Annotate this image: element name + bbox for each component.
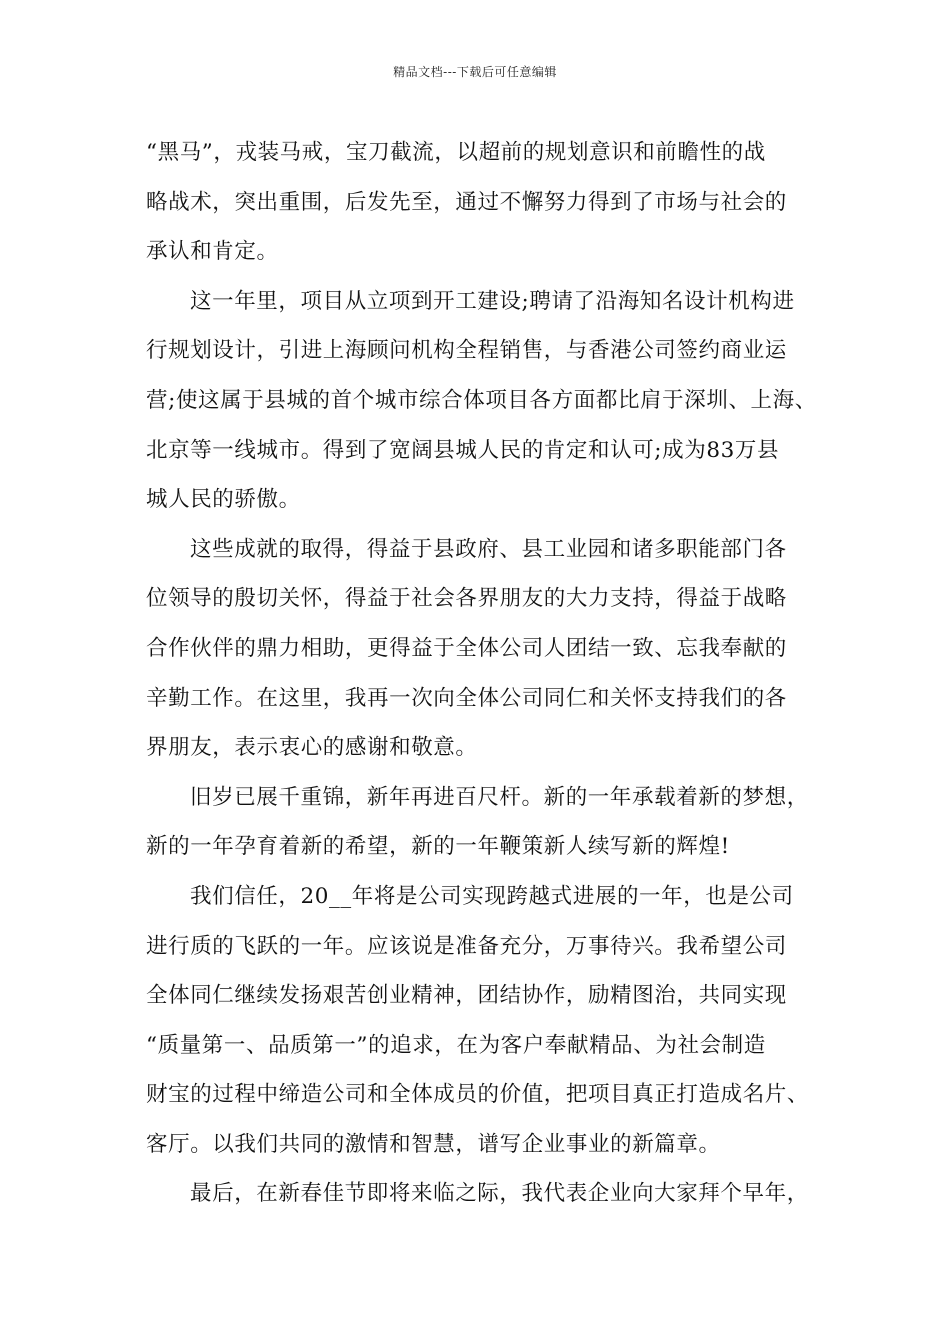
text-line: 略战术，突出重围，后发先至，通过不懈努力得到了市场与社会的 [146, 189, 787, 215]
paragraph-first-line: 旧岁已展千重锦，新年再进百尺杆。新的一年承载着新的梦想， [190, 784, 809, 810]
paragraph-first-line: 我们信任，20__年将是公司实现跨越式进展的一年，也是公司 [190, 883, 794, 909]
text-line: “黑马”，戎装马戒，宝刀截流，以超前的规划意识和前瞻性的战 [146, 140, 766, 165]
text-line: 财宝的过程中缔造公司和全体成员的价值，把项目真正打造成名片、 [146, 1082, 810, 1108]
text-line: 承认和肯定。 [146, 239, 279, 265]
text-line: “质量第一、品质第一”的追求，在为客户奉献精品、为社会制造 [146, 1032, 766, 1058]
text-line: 行规划设计，引进上海顾问机构全程销售，与香港公司签约商业运 [146, 338, 787, 364]
text-line: 全体同仁继续发扬艰苦创业精神，团结协作，励精图治，共同实现 [146, 983, 787, 1009]
text-line: 北京等一线城市。得到了宽阔县城人民的肯定和认可;成为83万县 [146, 437, 780, 463]
text-line: 合作伙伴的鼎力相助，更得益于全体公司人团结一致、忘我奉献的 [146, 635, 787, 661]
document-body [146, 128, 817, 1219]
text-line: 辛勤工作。在这里，我再一次向全体公司同仁和关怀支持我们的各 [146, 685, 787, 711]
text-line: 界朋友，表示衷心的感谢和敬意。 [146, 735, 478, 761]
paragraph-first-line: 最后，在新春佳节即将来临之际，我代表企业向大家拜个早年， [190, 1181, 809, 1207]
paragraph-first-line: 这些成就的取得，得益于县政府、县工业园和诸多职能部门各 [190, 536, 787, 562]
text-line: 客厅。以我们共同的激情和智慧，谱写企业事业的新篇章。 [146, 1131, 721, 1157]
text-line: 营;使这属于县城的首个城市综合体项目各方面都比肩于深圳、上海、 [146, 387, 817, 413]
paragraph-first-line: 这一年里，项目从立项到开工建设;聘请了沿海知名设计机构进 [190, 288, 795, 314]
text-line: 进行质的飞跃的一年。应该说是准备充分，万事待兴。我希望公司 [146, 933, 787, 959]
page-header: 精品文档---下载后可任意编辑 [393, 65, 557, 79]
text-line: 城人民的骄傲。 [146, 487, 301, 513]
text-line: 新的一年孕育着新的希望，新的一年鞭策新人续写新的辉煌! [146, 834, 730, 860]
text-line: 位领导的殷切关怀，得益于社会各界朋友的大力支持，得益于战略 [146, 586, 787, 612]
